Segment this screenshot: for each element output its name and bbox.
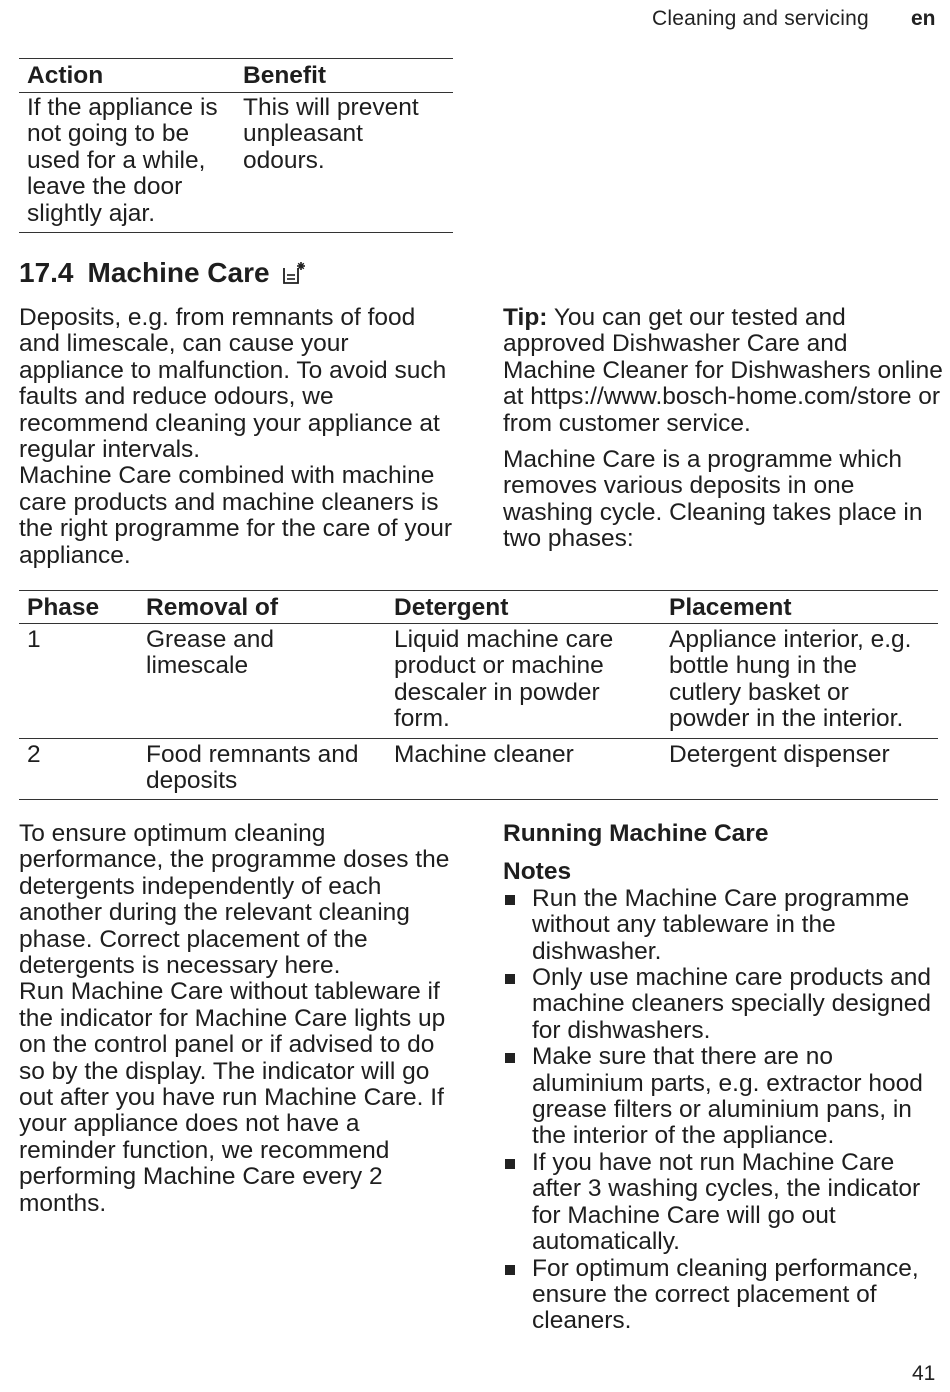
square-bullet-icon bbox=[505, 1265, 515, 1275]
section-number: 17.4 bbox=[19, 257, 74, 288]
column-header-placement: Placement bbox=[669, 593, 792, 621]
bottom-left-column bbox=[19, 821, 459, 1217]
note-text: Run the Machine Care programme without any tableware in the dishwasher. bbox=[532, 884, 910, 965]
square-bullet-icon bbox=[505, 1159, 515, 1169]
intro-left-column bbox=[19, 305, 459, 569]
table-cell-phase: 1 bbox=[27, 626, 41, 653]
list-item bbox=[503, 965, 943, 1044]
body-paragraph: To ensure optimum cleaning performance, the programme doses the detergents independently of each another during the relevant cleaning phase. Correct placement of the detergents is necessary here. bbox=[19, 820, 450, 980]
tip-paragraph bbox=[503, 305, 943, 437]
square-bullet-icon bbox=[505, 1053, 515, 1063]
table-row bbox=[19, 624, 938, 739]
column-header-removal: Removal of bbox=[146, 593, 279, 621]
table-cell-action: If the appliance is not going to be used for a while, leave the door slightly ajar. bbox=[27, 94, 218, 227]
phase-table bbox=[19, 590, 938, 800]
table-cell-phase: 2 bbox=[27, 740, 41, 768]
column-header-action: Action bbox=[27, 62, 104, 90]
column-header-benefit: Benefit bbox=[243, 62, 327, 90]
table-cell-placement: Detergent dispenser bbox=[669, 740, 890, 768]
section-heading bbox=[19, 256, 307, 294]
table-row bbox=[19, 738, 938, 800]
table-cell-removal: Grease and limescale bbox=[146, 626, 275, 680]
bottom-right-column bbox=[503, 821, 943, 1335]
list-item bbox=[503, 1044, 943, 1150]
intro-right-column bbox=[503, 305, 943, 553]
running-header-language: en bbox=[911, 7, 936, 30]
notes-heading: Notes bbox=[503, 858, 572, 886]
list-item bbox=[503, 1256, 943, 1335]
table-header-row bbox=[19, 59, 453, 93]
notes-list bbox=[503, 886, 943, 1335]
note-text: If you have not run Machine Care after 3 washing cycles, the indicator for Machine Care will go out automatically. bbox=[532, 1148, 921, 1256]
tip-label: Tip: bbox=[503, 304, 548, 331]
running-machine-care-heading: Running Machine Care bbox=[503, 820, 769, 847]
tip-text: You can get our tested and approved Dishwasher Care and Machine Cleaner for Dishwashers online at https://www.bosch-home.com/store or from customer service. bbox=[503, 304, 943, 437]
square-bullet-icon bbox=[505, 974, 515, 984]
body-paragraph: Run Machine Care without tableware if the indicator for Machine Care lights up on the control panel or if advised to do so by the display. The indicator will go out after you have run Machine Care. If your appliance does not have a reminder function, we recommend performing Machine Care every 2 months. bbox=[19, 978, 446, 1217]
running-header-section: Cleaning and servicing bbox=[652, 7, 869, 30]
note-text: Make sure that there are no aluminium parts, e.g. extractor hood grease filters or aluminium pans, in the interior of the appliance. bbox=[532, 1043, 923, 1150]
list-item bbox=[503, 1150, 943, 1256]
table-cell-removal: Food remnants and deposits bbox=[146, 740, 359, 795]
note-text: Only use machine care products and machine cleaners specially designed for dishwashers. bbox=[532, 964, 932, 1044]
column-header-detergent: Detergent bbox=[394, 593, 509, 621]
note-text: For optimum cleaning performance, ensure the correct placement of cleaners. bbox=[532, 1254, 919, 1335]
column-header-phase: Phase bbox=[27, 593, 100, 621]
table-cell-detergent: Liquid machine care product or machine descaler in powder form. bbox=[394, 626, 614, 733]
table-row bbox=[19, 93, 453, 233]
table-cell-placement: Appliance interior, e.g. bottle hung in the cutlery basket or powder in the interior. bbox=[669, 626, 912, 733]
machine-care-icon bbox=[281, 260, 307, 294]
programme-description: Machine Care is a programme which removes various deposits in one washing cycle. Cleaning takes place in two phases: bbox=[503, 446, 923, 553]
square-bullet-icon bbox=[505, 895, 515, 905]
table-header-row bbox=[19, 591, 938, 624]
table-cell-detergent: Machine cleaner bbox=[394, 740, 574, 768]
list-item bbox=[503, 886, 943, 965]
intro-paragraph: Machine Care combined with machine care products and machine cleaners is the right programme for the care of your appliance. bbox=[19, 462, 453, 569]
section-title: Machine Care bbox=[87, 257, 270, 288]
page-number: 41 bbox=[912, 1362, 936, 1385]
action-benefit-table bbox=[19, 58, 453, 233]
intro-paragraph: Deposits, e.g. from remnants of food and limescale, can cause your appliance to malfunction. To avoid such faults and reduce odours, we recommend cleaning your appliance at regular intervals. bbox=[19, 304, 447, 464]
table-cell-benefit: This will prevent unpleasant odours. bbox=[243, 94, 419, 174]
